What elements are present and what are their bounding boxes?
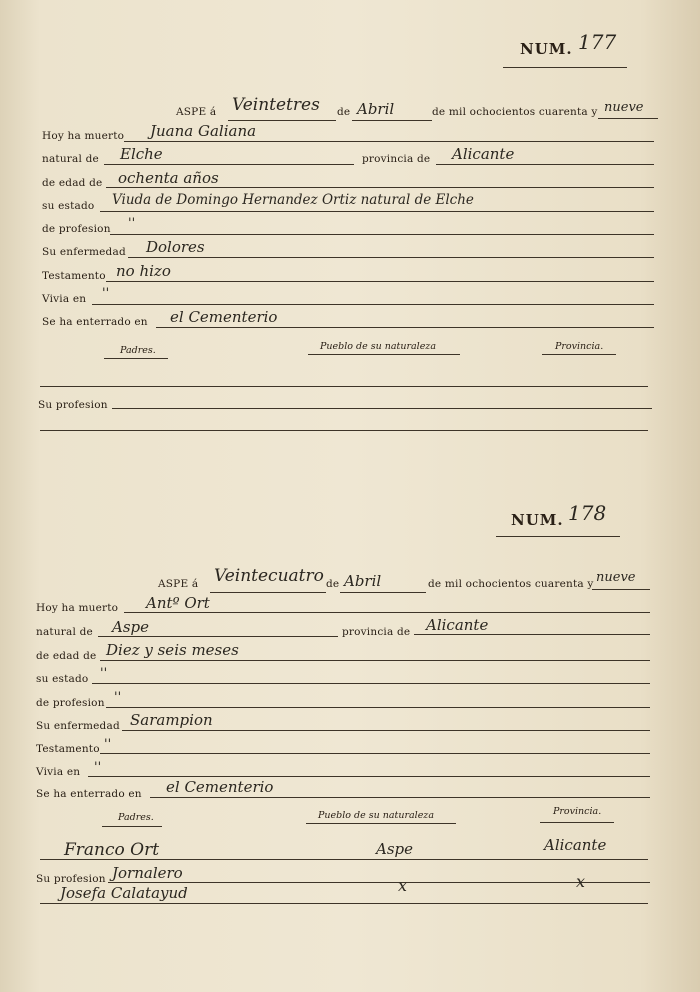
number-underline	[503, 67, 627, 68]
testament-line	[106, 281, 654, 282]
date-month: Abril	[357, 100, 395, 118]
profession-value: ''	[114, 690, 122, 705]
parents-header-line	[102, 826, 162, 827]
date-day: Veintetres	[232, 95, 320, 115]
testament-value: no hizo	[116, 262, 171, 280]
deceased-value: Antº Ort	[146, 594, 210, 612]
town-header: Pueblo de su naturaleza	[318, 810, 434, 821]
deceased-label: Hoy ha muerto	[42, 130, 125, 142]
province-label: provincia de	[342, 626, 411, 638]
date-month: Abril	[344, 572, 382, 590]
status-value: ''	[100, 666, 108, 681]
testament-label: Testamento	[42, 270, 106, 282]
date-year-line	[598, 118, 658, 119]
date-year-end: nueve	[604, 100, 644, 115]
deceased-line	[124, 141, 654, 142]
date-prefix: ASPE á	[176, 106, 217, 118]
date-year-line	[592, 589, 650, 590]
father-line	[40, 386, 648, 387]
father-profession: Jornalero	[112, 864, 183, 882]
father-name: Franco Ort	[64, 840, 160, 860]
date-month-line	[340, 592, 426, 593]
parent-profession-label: Su profesion	[38, 399, 108, 411]
residence-label: Vivia en	[36, 766, 81, 778]
number-underline	[496, 536, 620, 537]
record-number: 177	[578, 30, 617, 54]
profession-value: ''	[128, 216, 136, 231]
profession-line	[106, 707, 650, 708]
deceased-value: Juana Galiana	[150, 122, 257, 140]
date-year-text: de mil ochocientos cuarenta y	[432, 106, 598, 118]
town-header-line	[308, 354, 460, 355]
mother-line	[40, 903, 648, 904]
town-header: Pueblo de su naturaleza	[320, 341, 436, 352]
date-day: Veintecuatro	[214, 566, 324, 586]
residence-label: Vivia en	[42, 293, 87, 305]
illness-value: Sarampion	[130, 711, 213, 729]
province-line	[436, 164, 654, 165]
age-label: de edad de	[42, 177, 103, 189]
father-line	[40, 859, 648, 860]
record-number-label: NUM.	[520, 40, 573, 58]
status-label: su estado	[42, 200, 95, 212]
mother-name: Josefa Calatayud	[60, 884, 188, 902]
burial-line	[150, 797, 650, 798]
residence-value: ''	[102, 286, 110, 301]
record-number-label: NUM.	[511, 511, 564, 529]
town-header-line	[306, 823, 456, 824]
province-line	[414, 634, 650, 635]
origin-value: Elche	[120, 145, 163, 163]
date-month-line	[352, 120, 432, 121]
status-value: Viuda de Domingo Hernandez Ortiz natural de Elche	[112, 192, 474, 208]
illness-label: Su enfermedad	[42, 246, 126, 258]
province-label: provincia de	[362, 153, 431, 165]
parents-header: Padres.	[120, 345, 156, 356]
residence-line	[88, 776, 650, 777]
burial-label: Se ha enterrado en	[42, 316, 148, 328]
profession-line	[110, 234, 654, 235]
status-line	[92, 683, 650, 684]
age-line	[106, 187, 654, 188]
date-prefix: ASPE á	[158, 578, 199, 590]
province-header-line	[542, 354, 616, 355]
illness-label: Su enfermedad	[36, 720, 120, 732]
origin-line	[104, 164, 354, 165]
origin-label: natural de	[42, 153, 99, 165]
illness-value: Dolores	[146, 238, 205, 256]
parents-header: Padres.	[118, 812, 154, 823]
date-day-line	[210, 592, 326, 593]
origin-value: Aspe	[112, 618, 150, 636]
illness-line	[122, 730, 650, 731]
residence-value: ''	[94, 760, 102, 775]
age-value: Diez y seis meses	[106, 641, 239, 659]
deceased-line	[124, 612, 650, 613]
testament-label: Testamento	[36, 743, 100, 755]
burial-line	[156, 327, 654, 328]
mother-line	[40, 430, 648, 431]
province-header: Provincia.	[553, 806, 602, 817]
testament-line	[100, 753, 650, 754]
profession-label: de profesion	[42, 223, 111, 235]
age-label: de edad de	[36, 650, 97, 662]
mother-province: x	[576, 872, 586, 891]
residence-line	[92, 304, 654, 305]
father-province: Alicante	[544, 836, 607, 854]
province-value: Alicante	[426, 616, 489, 634]
province-value: Alicante	[452, 145, 515, 163]
burial-value: el Cementerio	[166, 778, 274, 796]
origin-line	[98, 636, 338, 637]
mother-town: x	[398, 876, 408, 895]
date-year-end: nueve	[596, 570, 636, 585]
profession-label: de profesion	[36, 697, 105, 709]
illness-line	[128, 257, 654, 258]
parents-header-line	[104, 358, 168, 359]
testament-value: ''	[104, 737, 112, 752]
origin-label: natural de	[36, 626, 93, 638]
deceased-label: Hoy ha muerto	[36, 602, 119, 614]
record-number: 178	[568, 501, 607, 525]
date-de: de	[326, 578, 340, 590]
province-header-line	[540, 822, 614, 823]
date-day-line	[228, 120, 336, 121]
parent-profession-line	[112, 408, 652, 409]
burial-value: el Cementerio	[170, 308, 278, 326]
parent-profession-label: Su profesion	[36, 873, 106, 885]
age-value: ochenta años	[118, 169, 219, 187]
date-year-text: de mil ochocientos cuarenta y	[428, 578, 594, 590]
father-town: Aspe	[376, 840, 414, 858]
parent-profession-line	[108, 882, 650, 883]
province-header: Provincia.	[555, 341, 604, 352]
date-de: de	[337, 106, 351, 118]
status-label: su estado	[36, 673, 89, 685]
age-line	[100, 660, 650, 661]
burial-label: Se ha enterrado en	[36, 788, 142, 800]
status-line	[100, 211, 654, 212]
